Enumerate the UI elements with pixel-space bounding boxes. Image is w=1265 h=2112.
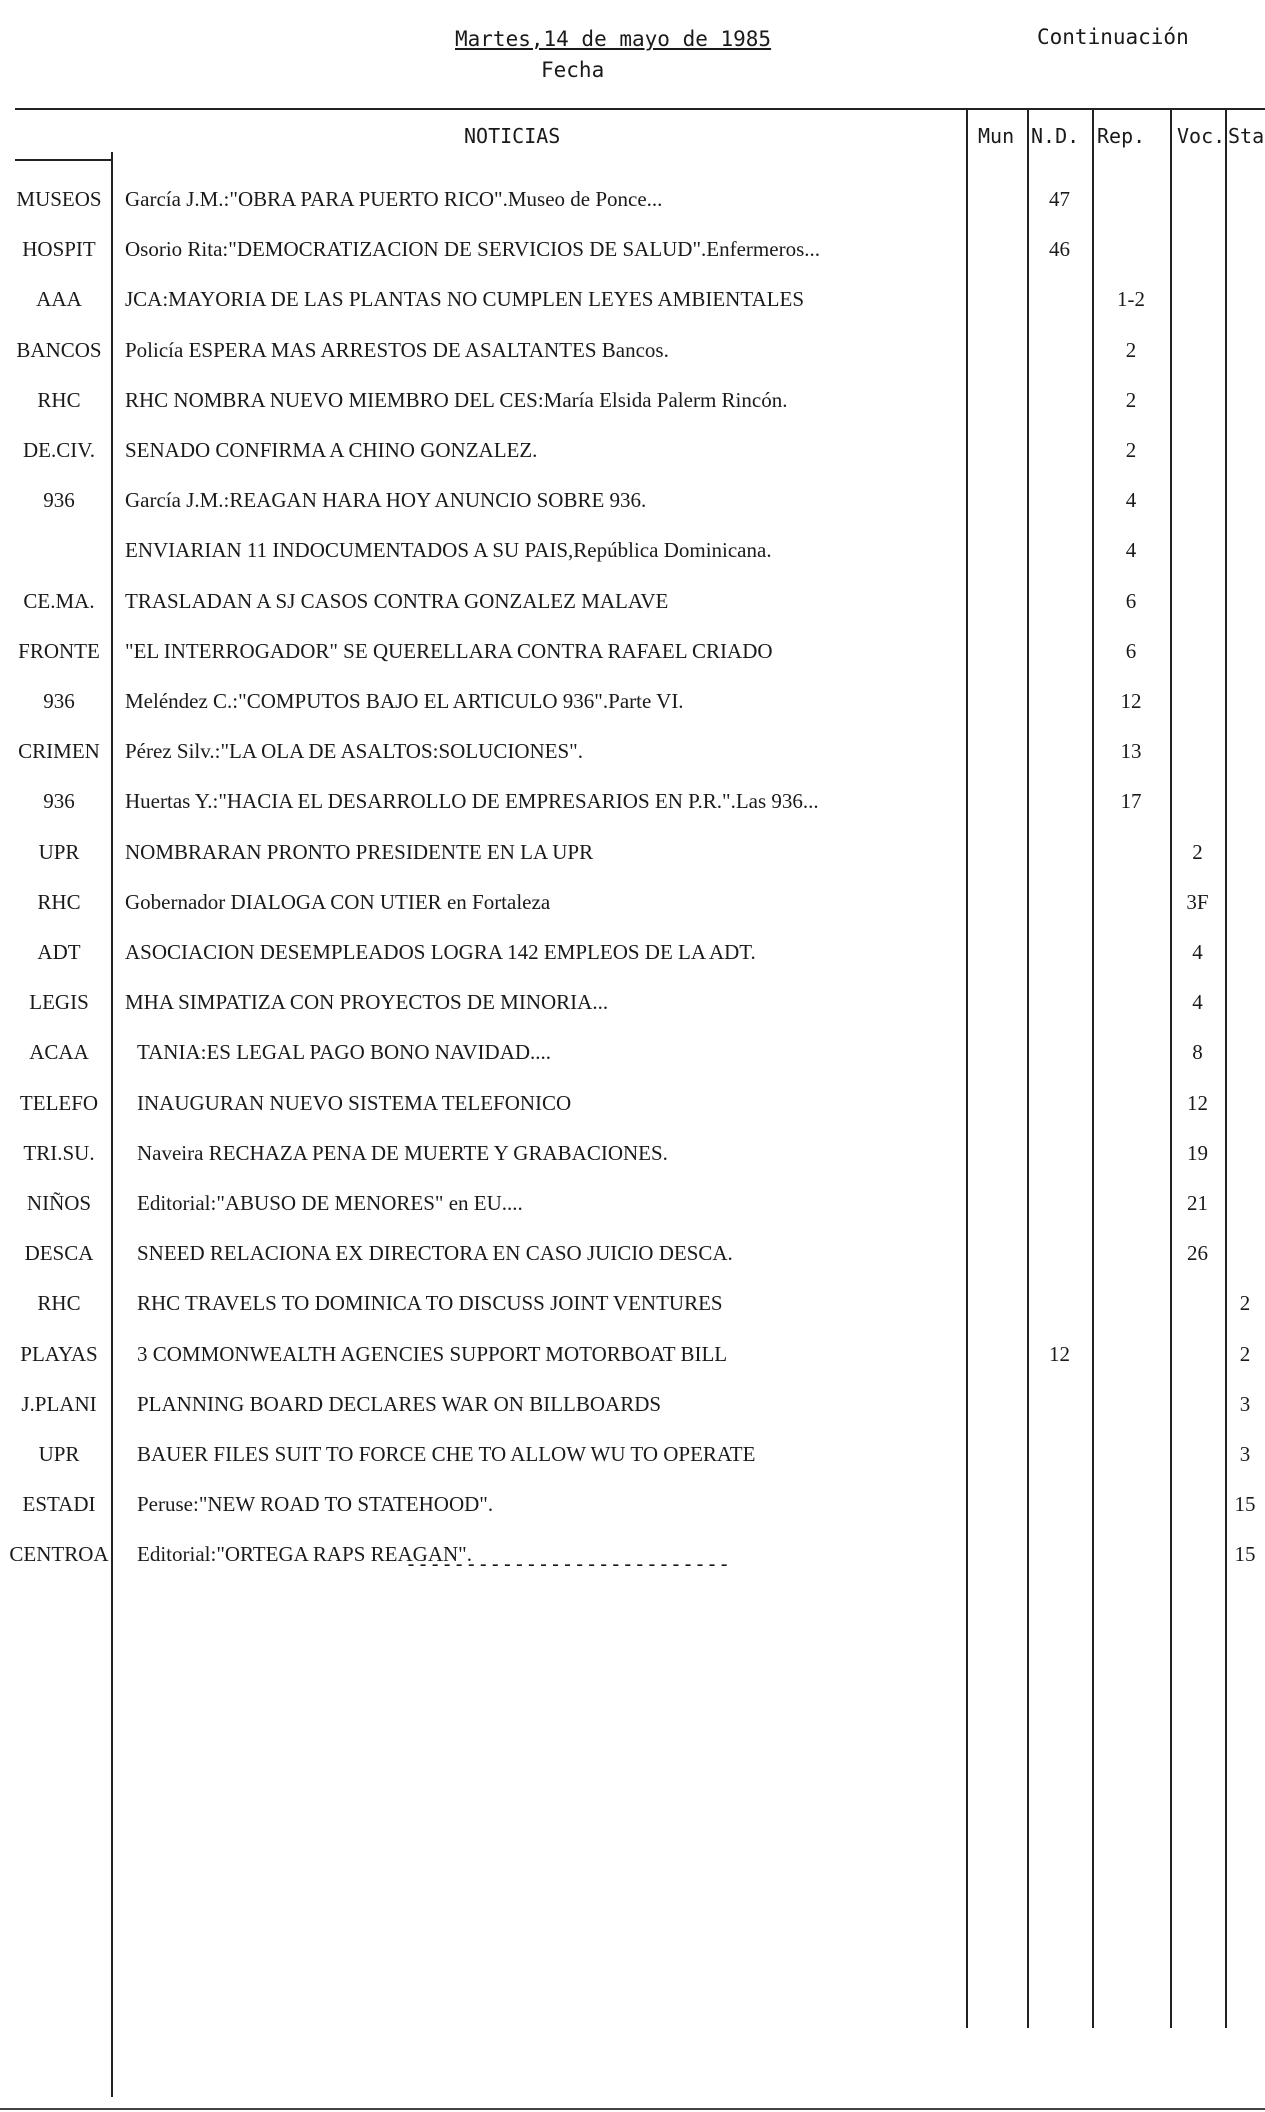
row-rep-page: 6 (1125, 589, 1137, 613)
row-sta-page: 2 (1239, 1291, 1251, 1315)
row-headline: PLANNING BOARD DECLARES WAR ON BILLBOARDS (137, 1392, 662, 1416)
row-voc-page: 8 (1192, 1040, 1203, 1064)
date-label: Fecha (541, 58, 605, 82)
row-section-code: TELEFO (19, 1091, 99, 1115)
row-headline: Editorial:"ORTEGA RAPS REAGAN". (137, 1542, 472, 1566)
table-row (0, 187, 1265, 227)
table-row (0, 789, 1265, 829)
row-headline: BAUER FILES SUIT TO FORCE CHE TO ALLOW WU TO OPERATE (137, 1442, 756, 1466)
row-voc-page: 4 (1192, 990, 1203, 1014)
table-row (0, 1392, 1265, 1432)
row-section-code: DESCA (24, 1241, 94, 1265)
row-rep-page: 1-2 (1117, 287, 1145, 311)
row-nd-page: 47 (1049, 187, 1070, 211)
row-section-code: ADT (37, 940, 81, 964)
row-headline: Editorial:"ABUSO DE MENORES" en EU.... (137, 1191, 523, 1215)
table-top-rule (15, 108, 1265, 110)
row-headline: Pérez Silv.:"LA OLA DE ASALTOS:SOLUCIONES". (125, 739, 583, 763)
table-row (0, 840, 1265, 880)
row-section-code: 936 (43, 488, 75, 512)
row-voc-page: 2 (1192, 840, 1203, 864)
column-header-rep: Rep. (1097, 124, 1146, 148)
row-sta-page: 15 (1234, 1492, 1256, 1516)
row-headline: Naveira RECHAZA PENA DE MUERTE Y GRABACIONES. (137, 1141, 668, 1165)
row-section-code: RHC (37, 388, 81, 412)
row-sta-page: 3 (1239, 1442, 1251, 1466)
table-row (0, 1241, 1265, 1281)
row-headline: RHC NOMBRA NUEVO MIEMBRO DEL CES:María Elsida Palerm Rincón. (125, 388, 788, 412)
table-row (0, 890, 1265, 930)
row-voc-page: 21 (1187, 1191, 1208, 1215)
page-bottom-edge (0, 2108, 1265, 2110)
row-headline: Gobernador DIALOGA CON UTIER en Fortaleza (125, 890, 551, 914)
row-sta-page: 15 (1234, 1542, 1256, 1566)
row-section-code: BANCOS (16, 338, 102, 362)
row-section-code: ESTADI (22, 1492, 96, 1516)
end-separator: --------------------------- (405, 1552, 731, 1576)
table-row (0, 388, 1265, 428)
table-row (0, 639, 1265, 679)
row-rep-page: 4 (1125, 488, 1137, 512)
row-headline: ASOCIACION DESEMPLEADOS LOGRA 142 EMPLEOS DE LA ADT. (125, 940, 756, 964)
column-header-noticias: NOTICIAS (464, 124, 561, 148)
row-section-code: PLAYAS (20, 1342, 98, 1366)
row-section-code: RHC (37, 1291, 81, 1315)
row-headline: Osorio Rita:"DEMOCRATIZACION DE SERVICIOS DE SALUD".Enfermeros... (125, 237, 820, 261)
row-headline: Peruse:"NEW ROAD TO STATEHOOD". (137, 1492, 494, 1516)
row-section-code: AAA (36, 287, 82, 311)
column-header-mun: Mun (978, 124, 1015, 148)
row-headline: ENVIARIAN 11 INDOCUMENTADOS A SU PAIS,República Dominicana. (125, 538, 772, 562)
row-headline: Policía ESPERA MAS ARRESTOS DE ASALTANTES Bancos. (125, 338, 669, 362)
table-row (0, 1141, 1265, 1181)
row-section-code: UPR (38, 1442, 80, 1466)
row-rep-page: 12 (1120, 689, 1142, 713)
table-row (0, 1442, 1265, 1482)
row-nd-page: 46 (1049, 237, 1070, 261)
row-section-code: CENTROA (9, 1542, 109, 1566)
row-voc-page: 26 (1187, 1241, 1208, 1265)
column-header-voc: Voc. (1177, 124, 1226, 148)
row-rep-page: 17 (1120, 789, 1142, 813)
table-row (0, 1091, 1265, 1131)
row-voc-page: 19 (1187, 1141, 1208, 1165)
table-row (0, 1291, 1265, 1331)
table-row (0, 739, 1265, 779)
row-section-code: J.PLANI (21, 1392, 97, 1416)
row-section-code: HOSPIT (22, 237, 96, 261)
row-rep-page: 2 (1125, 438, 1137, 462)
row-voc-page: 3F (1186, 890, 1209, 914)
row-headline: RHC TRAVELS TO DOMINICA TO DISCUSS JOINT VENTURES (137, 1291, 723, 1315)
row-headline: JCA:MAYORIA DE LAS PLANTAS NO CUMPLEN LEYES AMBIENTALES (125, 287, 804, 311)
continuation-label: Continuación (1037, 25, 1189, 49)
row-section-code: UPR (38, 840, 80, 864)
row-section-code: FRONTE (18, 639, 100, 663)
row-section-code: LEGIS (29, 990, 89, 1014)
table-row (0, 940, 1265, 980)
row-section-code: DE.CIV. (23, 438, 95, 462)
row-headline: MHA SIMPATIZA CON PROYECTOS DE MINORIA... (125, 990, 609, 1014)
table-row (0, 438, 1265, 478)
row-headline: TANIA:ES LEGAL PAGO BONO NAVIDAD.... (137, 1040, 552, 1064)
table-row (0, 990, 1265, 1030)
row-voc-page: 12 (1187, 1091, 1208, 1115)
row-rep-page: 6 (1125, 639, 1137, 663)
row-section-code: 936 (43, 789, 75, 813)
row-headline: "EL INTERROGADOR" SE QUERELLARA CONTRA RAFAEL CRIADO (125, 639, 773, 663)
row-section-code: MUSEOS (16, 187, 102, 211)
table-row (0, 589, 1265, 629)
table-row (0, 689, 1265, 729)
column-header-sta: Sta (1228, 124, 1265, 148)
row-section-code: RHC (37, 890, 81, 914)
table-row (0, 338, 1265, 378)
row-headline: 3 COMMONWEALTH AGENCIES SUPPORT MOTORBOAT BILL (137, 1342, 728, 1366)
row-section-code: CRIMEN (18, 739, 100, 763)
table-row (0, 1492, 1265, 1532)
row-rep-page: 13 (1120, 739, 1142, 763)
row-headline: SNEED RELACIONA EX DIRECTORA EN CASO JUICIO DESCA. (137, 1241, 733, 1265)
row-headline: SENADO CONFIRMA A CHINO GONZALEZ. (125, 438, 538, 462)
table-row (0, 1342, 1265, 1382)
row-headline: García J.M.:REAGAN HARA HOY ANUNCIO SOBRE 936. (125, 488, 647, 512)
table-row (0, 538, 1265, 578)
table-row (0, 237, 1265, 277)
row-nd-page: 12 (1049, 1342, 1070, 1366)
row-section-code: CE.MA. (23, 589, 95, 613)
row-headline: INAUGURAN NUEVO SISTEMA TELEFONICO (137, 1091, 572, 1115)
table-row (0, 488, 1265, 528)
document-date: Martes,14 de mayo de 1985 (455, 27, 772, 51)
row-sta-page: 2 (1239, 1342, 1251, 1366)
row-headline: Huertas Y.:"HACIA EL DESARROLLO DE EMPRESARIOS EN P.R.".Las 936... (125, 789, 819, 813)
row-headline: Meléndez C.:"COMPUTOS BAJO EL ARTICULO 936".Parte VI. (125, 689, 684, 713)
column-header-nd: N.D. (1031, 124, 1080, 148)
row-voc-page: 4 (1192, 940, 1203, 964)
table-row (0, 1191, 1265, 1231)
row-rep-page: 2 (1125, 338, 1137, 362)
row-section-code: ACAA (29, 1040, 89, 1064)
table-row (0, 287, 1265, 327)
row-headline: García J.M.:"OBRA PARA PUERTO RICO".Museo de Ponce... (125, 187, 663, 211)
margin-rule (15, 159, 112, 161)
row-rep-page: 4 (1125, 538, 1137, 562)
row-headline: TRASLADAN A SJ CASOS CONTRA GONZALEZ MALAVE (125, 589, 669, 613)
row-rep-page: 2 (1125, 388, 1137, 412)
row-section-code: 936 (43, 689, 75, 713)
row-section-code: TRI.SU. (23, 1141, 95, 1165)
row-section-code: NIÑOS (26, 1191, 92, 1215)
table-row (0, 1040, 1265, 1080)
row-sta-page: 3 (1239, 1392, 1251, 1416)
row-headline: NOMBRARAN PRONTO PRESIDENTE EN LA UPR (125, 840, 594, 864)
